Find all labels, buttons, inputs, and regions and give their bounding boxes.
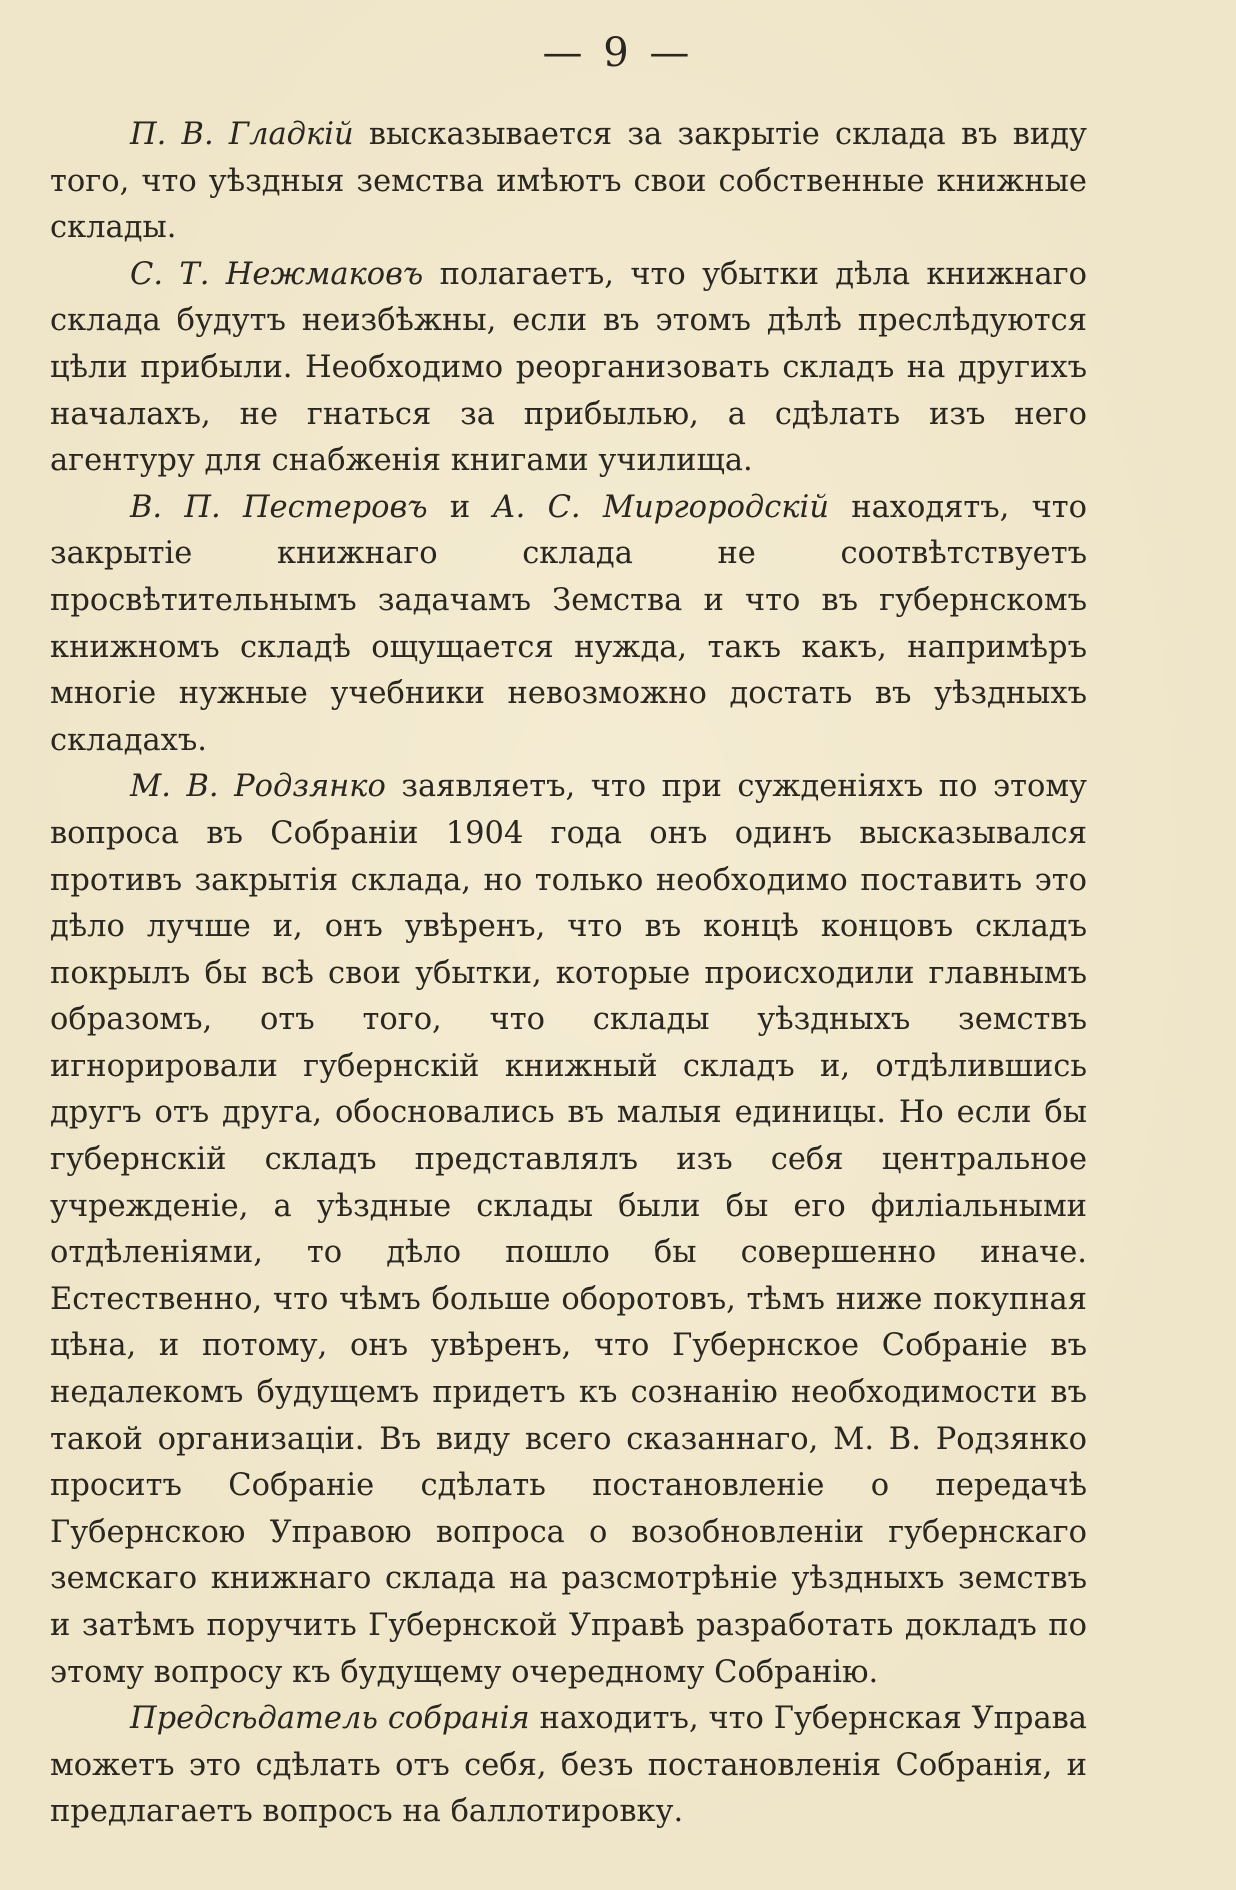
- paragraph-nezhmakov: [50, 252, 1087, 485]
- paragraph-text: заявляетъ, что при сужденіяхъ по этому вопроса въ Собраніи 1904 года онъ одинъ высказывался противъ закрытія склада, но только необходимо поставить это дѣло лучше и, онъ увѣренъ, что въ концѣ концовъ складъ покрылъ бы всѣ свои убытки, которые происходили главнымъ образомъ, отъ того, что склады уѣздныхъ земствъ игнорировали губернскій книжный складъ и, отдѣлившись другъ отъ друга, обосновались въ малыя единицы. Но если бы губернскій складъ представлялъ изъ себя центральное учрежденіе, а уѣздные склады были бы его филіальными отдѣленіями, то дѣло пошло бы совершенно иначе. Естественно, что чѣмъ больше оборотовъ, тѣмъ ниже покупная цѣна, и потому, онъ увѣренъ, что Губернское Собраніе въ недалекомъ будущемъ придетъ къ сознанію необходимости въ такой организаціи. Въ виду всего сказаннаго, М. В. Родзянко проситъ Собраніе сдѣлать постановленіе о передачѣ Губернскою Управою вопроса о возобновленіи губернскаго земскаго книжнаго склада на разсмотрѣніе уѣздныхъ земствъ и затѣмъ поручить Губернской Управѣ разработать докладъ по этому вопросу къ будущему очередному Собранію.: [50, 769, 1087, 1690]
- paragraph-text: полагаетъ, что убытки дѣла книжнаго склада будутъ неизбѣжны, если въ этомъ дѣлѣ преслѣдуются цѣли прибыли. Необходимо реорганизовать складъ на другихъ началахъ, не гнаться за прибылью, а сдѣлать изъ него агентуру для снабженія книгами училища.: [50, 256, 1087, 479]
- speaker-name: М. В. Родзянко: [130, 769, 386, 805]
- speaker-connector: и: [427, 489, 493, 525]
- paragraph-text: высказывается за закрытіе склада въ виду того, что уѣздныя земства имѣютъ свои собственные книжные склады.: [50, 117, 1087, 246]
- speaker-name: П. В. Гладкій: [130, 117, 354, 152]
- speaker-name-second: А. С. Миргородскій: [492, 489, 829, 525]
- paragraph-gladkiy: [50, 112, 1087, 252]
- paragraph-rodzyanko: [50, 764, 1087, 1696]
- paragraph-text: находитъ, что Губернская Управа можетъ это сдѣлать отъ себя, безъ постановленія Собранія, и предлагаетъ вопросъ на баллотировку.: [50, 1701, 1087, 1830]
- speaker-name: Предсѣдатель собранія: [130, 1701, 530, 1737]
- speaker-name: В. П. Пестеровъ: [130, 489, 428, 525]
- page-number: — 9 —: [542, 30, 694, 76]
- paragraph-pesterov-mirgorodskiy: [50, 485, 1087, 765]
- text-block: [50, 112, 1087, 1836]
- paragraph-text: находятъ, что закрытіе книжнаго склада не соотвѣтствуетъ просвѣтительнымъ задачамъ Земства и что въ губернскомъ книжномъ складѣ ощущается нужда, такъ какъ, напримѣръ многіе нужные учебники невозможно достать въ уѣздныхъ складахъ.: [50, 489, 1087, 758]
- paragraph-chairman: [50, 1696, 1087, 1836]
- speaker-name: С. Т. Нежмаковъ: [130, 256, 424, 292]
